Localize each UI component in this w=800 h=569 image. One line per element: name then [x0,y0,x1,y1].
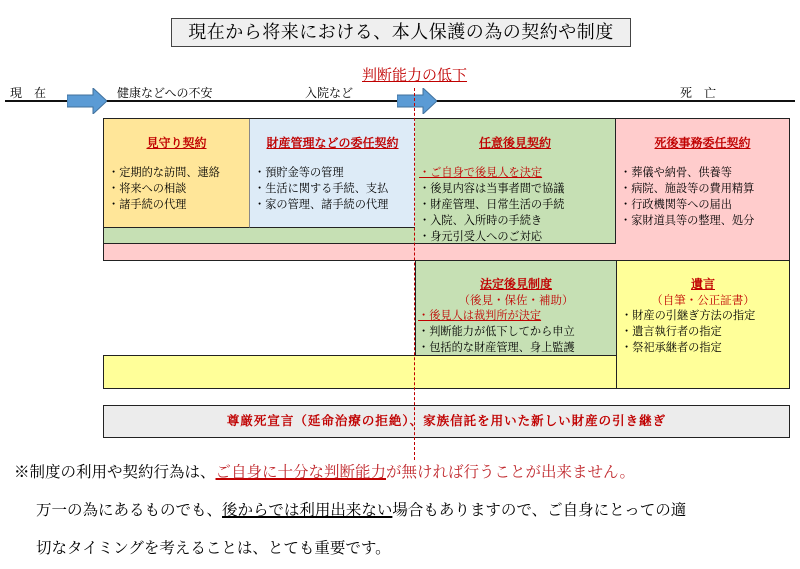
list-item: ・定期的な訪問、連絡 [108,166,220,179]
list-item-highlight: ・ご自身で後見人を決定 [419,166,543,179]
box-subtitle: （自筆・公正証書） [651,293,755,307]
item-list [617,308,789,356]
list-item: ・家の管理、諸手続の代理 [254,198,389,211]
box-posthumous-affairs-contract [616,119,789,244]
item-list [416,308,616,356]
timeline-label-hospital: 入院など [305,86,354,100]
list-item: ・遺言執行者の指定 [621,325,722,338]
list-item: ・葬儀や納骨、供養等 [620,166,732,179]
note-text: 万一の為にあるものでも、 [36,501,223,519]
box-title: 見守り契約 [146,136,207,150]
list-item: ・病院、施設等の費用精算 [620,182,755,195]
note-line-2 [36,498,686,520]
box-title: 死後事務委任契約 [654,136,751,150]
timeline-label-health-anxiety: 健康などへの不安 [117,86,213,100]
list-item: ・預貯金等の管理 [254,166,344,179]
list-item: ・包括的な財産管理、身上監護 [418,341,575,354]
timeline-label-now: 現 在 [10,86,47,100]
box-property-management-contract [250,119,415,228]
item-list [250,165,415,213]
list-item: ・諸手続の代理 [108,198,187,211]
box-title: 任意後見契約 [478,136,551,150]
list-item: ・財産の引継ぎ方法の指定 [621,309,756,322]
list-item: ・身元引受人へのご対応 [419,230,543,243]
timeline-label-death: 死 亡 [680,86,717,100]
list-item: ・財産管理、日常生活の手続 [419,198,565,211]
judgment-decline-divider [414,88,415,460]
list-item: ・将来への相談 [108,182,187,195]
right-arrow-icon [67,88,107,114]
note-line-1 [14,460,635,482]
list-item: ・判断能力が低下してから申立 [418,325,575,338]
note-text: ※制度の利用や契約行為は、 [14,463,216,481]
list-item: ・祭祀承継者の指定 [621,341,722,354]
note-text: 場合もありますので、ご自身にとっての適 [392,501,687,519]
box-title: 財産管理などの委任契約 [266,136,399,150]
list-item: ・行政機関等への届出 [620,198,732,211]
note-emphasis: ご自身に十分な判断能力 [215,463,387,481]
right-arrow-icon [397,88,437,114]
box-subtitle: （後見・保佐・補助） [458,293,574,307]
list-item: ・生活に関する手続、支払 [254,182,389,195]
judgment-decline-label: 判断能力の低下 [362,66,468,84]
list-item-highlight: ・後見人は裁判所が決定 [418,309,542,322]
page-title: 現在から将来における、本人保護の為の契約や制度 [171,18,631,47]
dignity-death-trust-banner: 尊厳死宣言（延命治療の拒絶）、家族信託を用いた新しい財産の引き継ぎ [103,405,790,438]
box-statutory-guardianship [415,260,617,356]
list-item: ・入院、入所時の手続き [419,214,543,227]
list-item: ・家財道具等の整理、処分 [620,214,755,227]
box-title: 遺言 [690,277,715,291]
note-emphasis: 後からでは利用出来ない [222,501,393,519]
box-voluntary-guardianship-contract [415,119,616,244]
box-will [616,260,790,389]
note-line-3: 切なタイミングを考えることは、とても重要です。 [36,539,391,557]
item-list [104,165,249,213]
box-title: 法定後見制度 [479,277,552,291]
note-text-red: が無ければ行うことが出来ません。 [386,463,635,481]
box-mimamori-contract [104,119,250,228]
list-item: ・後見内容は当事者間で協議 [419,182,565,195]
item-list [616,165,789,229]
item-list [415,165,615,245]
